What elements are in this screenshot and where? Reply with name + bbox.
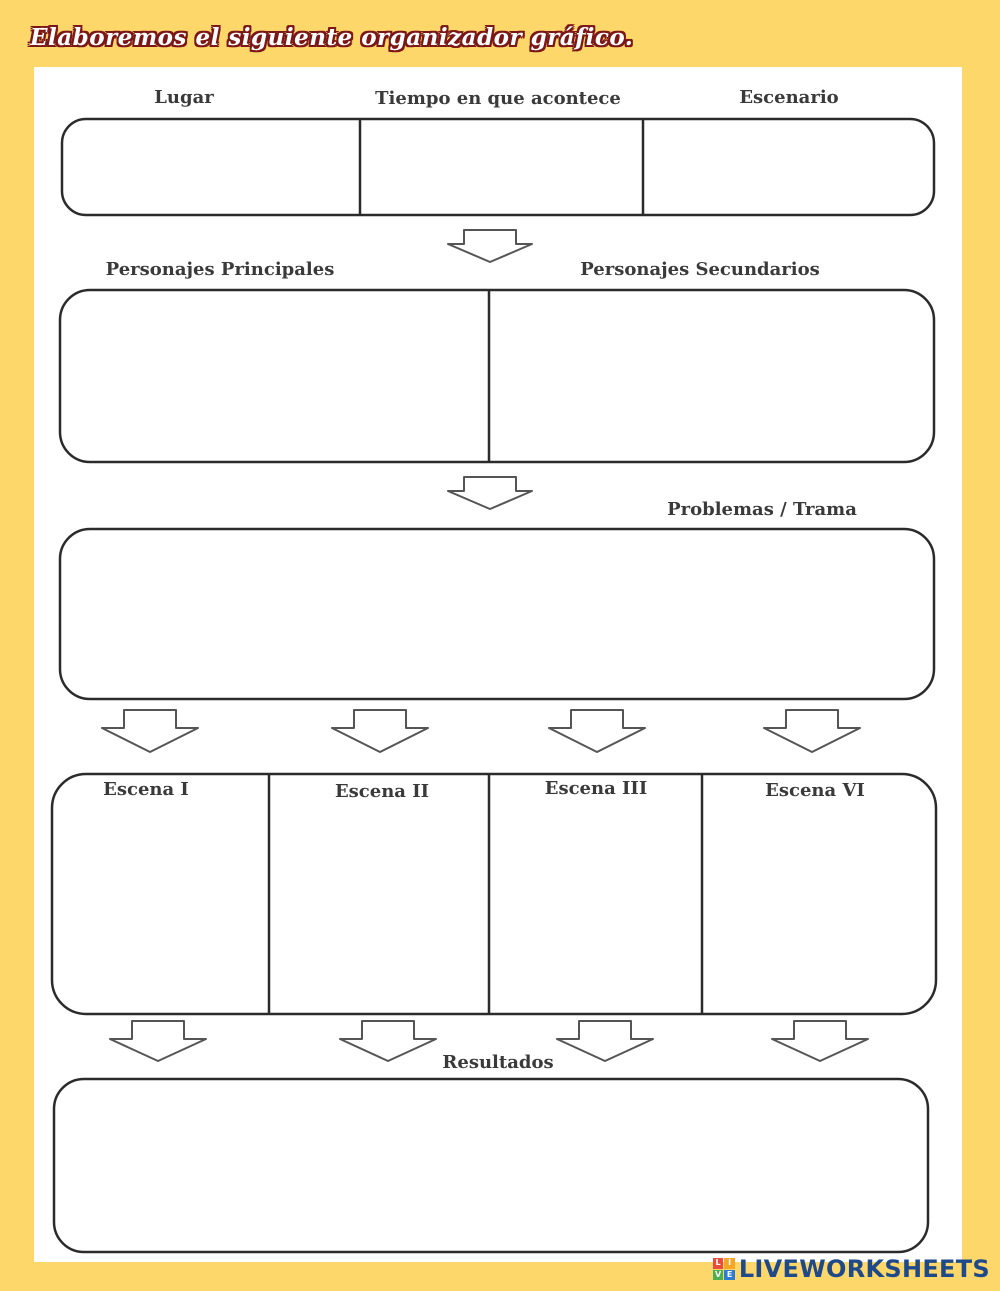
- tiempo-input[interactable]: [364, 125, 639, 209]
- liveworksheets-wordmark: LIVEWORKSHEETS: [738, 1255, 990, 1283]
- logo-letter: I: [724, 1258, 735, 1269]
- escena-2-input[interactable]: [273, 807, 485, 1007]
- escenario-input[interactable]: [647, 125, 927, 209]
- arrow-down-icon: [102, 710, 198, 752]
- arrow-down-icon: [448, 230, 532, 262]
- problemas-trama-input[interactable]: [68, 537, 926, 692]
- label-personajes-secundarios: Personajes Secundarios: [580, 259, 820, 280]
- escena-4-input[interactable]: [706, 807, 928, 1007]
- label-escena-4: Escena VI: [765, 780, 865, 801]
- lugar-input[interactable]: [68, 125, 356, 209]
- label-resultados: Resultados: [442, 1052, 554, 1073]
- logo-letter: V: [713, 1270, 724, 1281]
- escena-3-input[interactable]: [493, 807, 698, 1007]
- arrow-down-icon: [557, 1021, 653, 1061]
- label-escena-3: Escena III: [544, 778, 648, 799]
- organizer-sheet: [34, 67, 962, 1262]
- arrow-down-icon: [110, 1021, 206, 1061]
- worksheet-title: Elaboremos el siguiente organizador gráfico.: [30, 24, 634, 51]
- personajes-principales-input[interactable]: [68, 297, 484, 455]
- arrow-down-icon: [772, 1021, 868, 1061]
- arrow-down-icon: [549, 710, 645, 752]
- escena-1-input[interactable]: [60, 807, 265, 1007]
- label-lugar: Lugar: [154, 87, 214, 108]
- label-personajes-principales: Personajes Principales: [105, 259, 335, 280]
- liveworksheets-logo: [713, 1255, 990, 1283]
- personajes-secundarios-input[interactable]: [494, 297, 926, 455]
- liveworksheets-mark-icon: [713, 1258, 735, 1280]
- resultados-input[interactable]: [64, 1087, 920, 1245]
- label-problemas-trama: Problemas / Trama: [667, 499, 857, 520]
- logo-letter: E: [724, 1270, 735, 1281]
- label-escenario: Escenario: [739, 87, 839, 108]
- logo-letter: L: [713, 1258, 724, 1269]
- label-escena-2: Escena II: [334, 781, 430, 802]
- label-escena-1: Escena I: [103, 779, 189, 800]
- arrow-down-icon: [764, 710, 860, 752]
- arrow-down-icon: [332, 710, 428, 752]
- label-tiempo: Tiempo en que acontece: [375, 88, 621, 109]
- arrow-down-icon: [448, 477, 532, 509]
- arrow-down-icon: [340, 1021, 436, 1061]
